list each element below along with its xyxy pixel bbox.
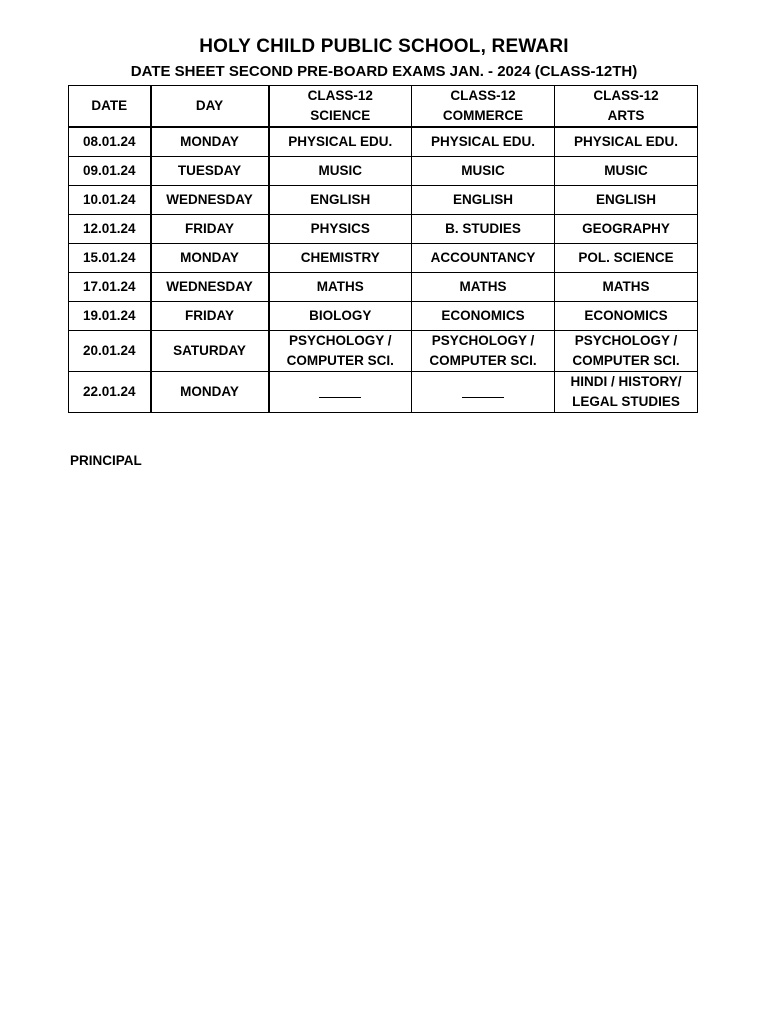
header-science-line2: SCIENCE xyxy=(310,108,371,123)
arts-subject-cell xyxy=(555,157,698,186)
table-header-row xyxy=(69,86,698,128)
science-subject-cell xyxy=(269,273,412,302)
science-subject-cell xyxy=(269,186,412,215)
day-cell: WEDNESDAY xyxy=(151,273,269,302)
no-exam-dash xyxy=(319,387,361,398)
science-subject-line: COMPUTER SCI. xyxy=(286,353,394,368)
header-commerce-line2: COMMERCE xyxy=(442,108,524,123)
no-exam-dash xyxy=(462,387,504,398)
header-date: DATE xyxy=(69,86,151,128)
table-row xyxy=(69,273,698,302)
science-subject-cell xyxy=(269,372,412,413)
day-cell: SATURDAY xyxy=(151,331,269,372)
arts-subject-cell xyxy=(555,186,698,215)
table-row xyxy=(69,372,698,413)
arts-subject-line: ENGLISH xyxy=(595,192,656,207)
arts-subject-line: HINDI / HISTORY/ xyxy=(570,374,682,389)
table-row xyxy=(69,186,698,215)
header-commerce xyxy=(412,86,555,128)
arts-subject-cell xyxy=(555,372,698,413)
arts-subject-cell xyxy=(555,215,698,244)
commerce-subject-cell xyxy=(412,244,555,273)
arts-subject-line: COMPUTER SCI. xyxy=(572,353,680,368)
table-row xyxy=(69,331,698,372)
principal-signature-label: PRINCIPAL xyxy=(70,453,142,468)
arts-subject-line: MATHS xyxy=(602,279,650,294)
commerce-subject-line: MUSIC xyxy=(461,163,505,178)
table-row xyxy=(69,215,698,244)
science-subject-cell xyxy=(269,302,412,331)
date-cell: 08.01.24 xyxy=(69,127,151,157)
header-day: DAY xyxy=(151,86,269,128)
arts-subject-line: LEGAL STUDIES xyxy=(572,394,680,409)
header-science-line1: CLASS-12 xyxy=(307,88,373,103)
table-row xyxy=(69,302,698,331)
arts-subject-line: GEOGRAPHY xyxy=(582,221,670,236)
commerce-subject-line: COMPUTER SCI. xyxy=(429,353,537,368)
commerce-subject-cell xyxy=(412,372,555,413)
date-cell: 15.01.24 xyxy=(69,244,151,273)
table-body xyxy=(69,127,698,413)
science-subject-cell xyxy=(269,244,412,273)
commerce-subject-line: PSYCHOLOGY / xyxy=(431,333,535,348)
date-cell: 19.01.24 xyxy=(69,302,151,331)
arts-subject-cell xyxy=(555,331,698,372)
arts-subject-cell xyxy=(555,302,698,331)
day-cell: FRIDAY xyxy=(151,302,269,331)
header-science xyxy=(269,86,412,128)
science-subject-line: PSYCHOLOGY / xyxy=(288,333,392,348)
arts-subject-line: POL. SCIENCE xyxy=(578,250,674,265)
school-title: HOLY CHILD PUBLIC SCHOOL, REWARI xyxy=(199,36,569,57)
day-cell: FRIDAY xyxy=(151,215,269,244)
science-subject-cell xyxy=(269,157,412,186)
day-cell: MONDAY xyxy=(151,244,269,273)
header-arts-line1: CLASS-12 xyxy=(593,88,659,103)
arts-subject-cell xyxy=(555,244,698,273)
science-subject-line: MATHS xyxy=(316,279,364,294)
date-cell: 20.01.24 xyxy=(69,331,151,372)
science-subject-line: ENGLISH xyxy=(310,192,371,207)
commerce-subject-cell xyxy=(412,331,555,372)
commerce-subject-cell xyxy=(412,302,555,331)
date-cell: 22.01.24 xyxy=(69,372,151,413)
commerce-subject-line: ECONOMICS xyxy=(441,308,525,323)
commerce-subject-cell xyxy=(412,127,555,157)
arts-subject-line: ECONOMICS xyxy=(584,308,668,323)
arts-subject-cell xyxy=(555,273,698,302)
day-cell: WEDNESDAY xyxy=(151,186,269,215)
science-subject-line: CHEMISTRY xyxy=(300,250,380,265)
science-subject-cell xyxy=(269,215,412,244)
science-subject-line: MUSIC xyxy=(318,163,362,178)
day-cell: TUESDAY xyxy=(151,157,269,186)
arts-subject-cell xyxy=(555,127,698,157)
commerce-subject-line: B. STUDIES xyxy=(445,221,521,236)
commerce-subject-line: PHYSICAL EDU. xyxy=(430,134,536,149)
day-cell: MONDAY xyxy=(151,372,269,413)
commerce-subject-cell xyxy=(412,157,555,186)
commerce-subject-line: ENGLISH xyxy=(452,192,513,207)
date-cell: 10.01.24 xyxy=(69,186,151,215)
science-subject-line: BIOLOGY xyxy=(309,308,372,323)
header-arts-line2: ARTS xyxy=(607,108,645,123)
date-cell: 17.01.24 xyxy=(69,273,151,302)
science-subject-line: PHYSICAL EDU. xyxy=(288,134,393,149)
table-row xyxy=(69,244,698,273)
table-row xyxy=(69,157,698,186)
arts-subject-line: PHYSICAL EDU. xyxy=(573,134,679,149)
header-commerce-line1: CLASS-12 xyxy=(450,88,516,103)
arts-subject-line: MUSIC xyxy=(604,163,648,178)
commerce-subject-cell xyxy=(412,273,555,302)
commerce-subject-line: MATHS xyxy=(459,279,507,294)
science-subject-cell xyxy=(269,127,412,157)
commerce-subject-cell xyxy=(412,215,555,244)
commerce-subject-line: ACCOUNTANCY xyxy=(430,250,536,265)
date-cell: 09.01.24 xyxy=(69,157,151,186)
day-cell: MONDAY xyxy=(151,127,269,157)
table-row xyxy=(69,127,698,157)
date-cell: 12.01.24 xyxy=(69,215,151,244)
header-arts xyxy=(555,86,698,128)
science-subject-cell xyxy=(269,331,412,372)
science-subject-line: PHYSICS xyxy=(310,221,370,236)
arts-subject-line: PSYCHOLOGY / xyxy=(574,333,678,348)
datesheet-subtitle: DATE SHEET SECOND PRE-BOARD EXAMS JAN. - 2024 (CLASS-12TH) xyxy=(130,63,638,80)
commerce-subject-cell xyxy=(412,186,555,215)
date-sheet-table xyxy=(68,85,698,413)
